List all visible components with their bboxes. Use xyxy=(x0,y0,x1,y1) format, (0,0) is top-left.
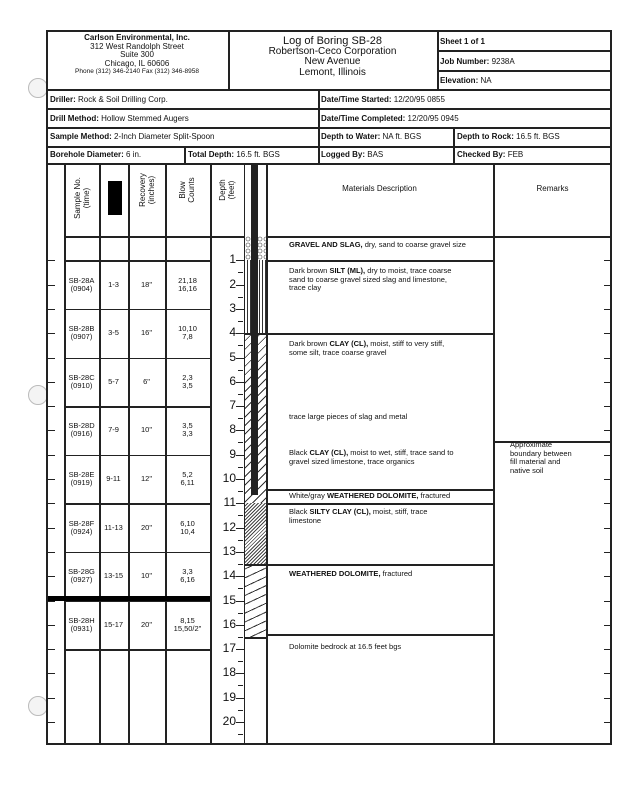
depth-tick xyxy=(47,430,55,431)
depth-tick xyxy=(236,479,244,480)
material-weathered-dolomite-2: WEATHERED DOLOMITE, fractured xyxy=(289,569,413,578)
sample-id: SB-28G (0927) xyxy=(68,567,95,585)
depth-label: 1 xyxy=(229,252,236,267)
driller-label: Driller: xyxy=(50,95,76,104)
depth-tick xyxy=(47,503,55,504)
depth-tick xyxy=(236,333,244,334)
half-foot-tick xyxy=(238,394,243,395)
depth-tick xyxy=(47,552,55,553)
depth-tick xyxy=(47,333,55,334)
checked-by: FEB xyxy=(507,150,524,159)
half-foot-tick xyxy=(238,345,243,346)
log-title: Log of Boring SB-28 xyxy=(282,35,383,47)
half-foot-tick xyxy=(238,564,243,565)
depth-label: 14 xyxy=(222,568,236,583)
depth-tick xyxy=(236,455,244,456)
sample-id: SB-28H (0931) xyxy=(68,615,95,633)
depth-tick xyxy=(236,382,244,383)
material-trace-note: trace large pieces of slag and metal xyxy=(289,412,408,421)
drill-method-label: Drill Method: xyxy=(50,114,99,123)
depth-tick xyxy=(236,285,244,286)
depth-tick xyxy=(236,722,244,723)
depth-tick xyxy=(236,673,244,674)
depth-label: 18 xyxy=(222,665,236,680)
half-foot-tick xyxy=(238,467,243,468)
depth-tick xyxy=(47,382,55,383)
binder-hole xyxy=(28,696,48,716)
sample-blow-counts: 2,3 3,5 xyxy=(182,372,193,390)
depth-tick xyxy=(47,698,55,699)
half-foot-tick xyxy=(238,370,243,371)
material-gravel: GRAVEL AND SLAG, dry, sand to coarse gravel size xyxy=(289,240,466,249)
depth-label: 7 xyxy=(229,398,236,413)
depth-label: 10 xyxy=(222,471,236,485)
depth-tick xyxy=(47,625,55,626)
sample-interval: 9-11 xyxy=(106,474,121,483)
depth-tick xyxy=(236,625,244,626)
depth-tick xyxy=(47,528,55,529)
depth-tick xyxy=(47,722,55,723)
sample-recovery: 6" xyxy=(143,376,150,386)
sample-blow-counts: 10,10 7,8 xyxy=(178,324,197,342)
borehole-diameter: 6 in. xyxy=(126,150,142,159)
rock-label: Depth to Rock: xyxy=(457,132,514,141)
depth-tick xyxy=(236,698,244,699)
sample-row-divider xyxy=(64,455,210,457)
depth-tick xyxy=(604,406,612,407)
depth-tick xyxy=(47,260,55,261)
depth-tick xyxy=(236,649,244,650)
depth-tick xyxy=(236,576,244,577)
company-name: Carlson Environmental, Inc. xyxy=(84,33,190,42)
depth-tick xyxy=(47,576,55,577)
depth-label: 4 xyxy=(229,325,236,340)
sample-interval: 13-15 xyxy=(103,571,124,581)
depth-label: 20 xyxy=(222,714,236,728)
depth-tick xyxy=(47,601,55,602)
company-block xyxy=(48,34,226,77)
half-foot-tick xyxy=(238,418,243,419)
sample-method: 2-Inch Diameter Split-Spoon xyxy=(114,132,215,141)
depth-label: 9 xyxy=(229,446,236,461)
total-depth: 16.5 ft. BGS xyxy=(236,150,280,159)
well-casing xyxy=(251,165,258,495)
job-label: Job Number: xyxy=(440,57,490,66)
depth-label: 15 xyxy=(222,592,236,607)
depth-tick xyxy=(47,406,55,407)
depth-label: 13 xyxy=(222,543,236,558)
depth-tick xyxy=(604,333,612,334)
site-city: Lemont, Illinois xyxy=(299,66,366,78)
depth-tick xyxy=(604,649,612,650)
depth-label: 16 xyxy=(222,616,236,631)
sample-row-divider xyxy=(64,406,210,408)
elevation-label: Elevation: xyxy=(440,76,479,85)
depth-label: 11 xyxy=(223,495,236,510)
depth-tick xyxy=(236,528,244,529)
bedrock-marker-line xyxy=(48,596,210,601)
sample-recovery: 16" xyxy=(140,328,152,338)
depth-tick xyxy=(236,406,244,407)
depth-label: 19 xyxy=(222,689,236,704)
depth-tick xyxy=(47,673,55,674)
column-header-depth: Depth (feet) xyxy=(218,179,236,201)
diameter-label: Borehole Diameter: xyxy=(50,150,124,159)
half-foot-tick xyxy=(238,685,243,686)
depth-tick xyxy=(236,430,244,431)
sample-id: SB-28A (0904) xyxy=(68,275,95,293)
half-foot-tick xyxy=(238,297,243,298)
depth-tick xyxy=(604,382,612,383)
sample-recovery: 18" xyxy=(140,279,152,289)
remark-fill-boundary: Approximate boundary between fill material and native soil xyxy=(510,440,572,475)
sample-recovery: 10" xyxy=(140,571,152,581)
depth-tick xyxy=(47,649,55,650)
material-weathered-dolomite-1: White/gray WEATHERED DOLOMITE, fractured xyxy=(289,491,451,500)
silty-clay-pattern xyxy=(245,503,266,564)
logged-label: Logged By: xyxy=(321,150,365,159)
sample-blow-counts: 3,5 3,3 xyxy=(182,421,193,439)
material-clay: Dark brown CLAY (CL), moist, stiff to very stiff, some silt, trace coarse gravel xyxy=(289,339,445,357)
depth-label: 6 xyxy=(229,373,236,388)
checked-label: Checked By: xyxy=(457,150,506,159)
depth-tick xyxy=(604,455,612,456)
depth-tick xyxy=(604,722,612,723)
client-name: Robertson-Ceco Corporation xyxy=(268,45,397,57)
sample-row-divider xyxy=(64,309,210,311)
sample-recovery: 12" xyxy=(140,474,152,483)
sample-interval: 3-5 xyxy=(108,328,119,338)
binder-hole xyxy=(28,385,48,405)
half-foot-tick xyxy=(238,661,243,662)
half-foot-tick xyxy=(238,613,243,614)
depth-tick xyxy=(604,430,612,431)
logged-by: BAS xyxy=(367,150,384,159)
half-foot-tick xyxy=(238,515,243,516)
depth-tick xyxy=(604,528,612,529)
completed-label: Date/Time Completed: xyxy=(321,114,406,123)
sample-blow-counts: 5,2 6,11 xyxy=(180,470,195,487)
column-header-recovery: Recovery (inches) xyxy=(138,173,156,207)
depth-to-rock: 16.5 ft. BGS xyxy=(516,132,560,141)
sample-id: SB-28B (0907) xyxy=(68,324,95,342)
depth-label: 12 xyxy=(222,519,236,534)
depth-tick xyxy=(604,673,612,674)
sample-recovery: 20" xyxy=(140,619,152,629)
sample-blow-counts: 3,3 6,16 xyxy=(180,567,195,585)
sample-recovery: 10" xyxy=(140,425,152,435)
depth-tick xyxy=(604,552,612,553)
sample-row-divider xyxy=(64,649,210,651)
sample-interval: 7-9 xyxy=(108,425,119,435)
sample-interval: 5-7 xyxy=(108,376,119,386)
title-block xyxy=(230,36,435,78)
total-depth-label: Total Depth: xyxy=(188,150,235,159)
depth-tick xyxy=(236,309,244,310)
depth-label: 3 xyxy=(229,300,236,315)
column-header-materials: Materials Description xyxy=(342,184,417,193)
sample-blow-counts: 8,15 15,50/2" xyxy=(173,615,202,633)
sample-blow-counts: 6,10 10,4 xyxy=(180,518,195,536)
depth-tick xyxy=(604,479,612,480)
sample-interval: 1-3 xyxy=(108,279,119,289)
depth-tick xyxy=(604,309,612,310)
site-street: New Avenue xyxy=(304,56,361,67)
driller: Rock & Soil Drilling Corp. xyxy=(78,95,168,104)
depth-tick xyxy=(604,625,612,626)
depth-label: 2 xyxy=(229,276,236,291)
depth-label: 5 xyxy=(229,349,236,364)
sample-interval: 15-17 xyxy=(103,619,124,629)
dolomite-pattern xyxy=(245,564,266,637)
depth-tick xyxy=(47,285,55,286)
drill-method: Hollow Stemmed Augers xyxy=(101,114,189,123)
sample-id: SB-28C (0910) xyxy=(68,372,95,390)
elevation: NA xyxy=(480,76,492,85)
half-foot-tick xyxy=(238,710,243,711)
depth-label: 17 xyxy=(222,641,236,656)
depth-tick xyxy=(604,576,612,577)
half-foot-tick xyxy=(238,734,243,735)
depth-tick xyxy=(604,698,612,699)
depth-label: 8 xyxy=(229,422,236,437)
depth-tick xyxy=(604,260,612,261)
column-header-sample: Sample No. (time) xyxy=(73,177,91,219)
sample-method-label: Sample Method: xyxy=(50,132,112,141)
half-foot-tick xyxy=(238,588,243,589)
sample-row-divider xyxy=(64,503,210,505)
depth-tick xyxy=(604,601,612,602)
half-foot-tick xyxy=(238,637,243,638)
depth-tick xyxy=(47,309,55,310)
started-label: Date/Time Started: xyxy=(321,95,392,104)
water-label: Depth to Water: xyxy=(321,132,381,141)
depth-tick xyxy=(604,358,612,359)
company-phone: Phone (312) 346-2140 Fax (312) 346-8958 xyxy=(75,68,199,75)
sample-blow-counts: 21,18 16,16 xyxy=(178,275,197,293)
sample-recovery: 20" xyxy=(140,522,152,532)
column-header-remarks: Remarks xyxy=(536,184,569,193)
half-foot-tick xyxy=(238,491,243,492)
sample-id: SB-28E (0919) xyxy=(68,470,95,487)
depth-tick xyxy=(47,455,55,456)
company-street: 312 West Randolph Street xyxy=(90,41,184,51)
binder-hole xyxy=(28,78,48,98)
material-silty-clay: Black SILTY CLAY (CL), moist, stiff, trace limestone xyxy=(289,507,428,525)
depth-tick xyxy=(236,503,244,504)
sample-interval: 11-13 xyxy=(104,522,123,532)
depth-tick xyxy=(47,358,55,359)
sample-id: SB-28F (0924) xyxy=(68,518,95,536)
half-foot-tick xyxy=(238,272,243,273)
sample-row-divider xyxy=(64,552,210,554)
company-city: Chicago, IL 60606 xyxy=(104,58,170,68)
column-header-blow-counts: Blow Counts xyxy=(178,177,196,203)
material-bedrock: Dolomite bedrock at 16.5 feet bgs xyxy=(289,642,402,651)
sample-row-divider xyxy=(64,260,210,262)
depth-to-water: NA ft. BGS xyxy=(382,132,422,141)
depth-tick xyxy=(604,503,612,504)
depth-tick xyxy=(236,358,244,359)
redacted-column-header xyxy=(108,181,122,215)
depth-tick xyxy=(604,285,612,286)
depth-tick xyxy=(236,260,244,261)
half-foot-tick xyxy=(238,321,243,322)
sheet-number: Sheet 1 of 1 xyxy=(440,37,485,46)
date-completed: 12/20/95 0945 xyxy=(407,114,459,123)
date-started: 12/20/95 0855 xyxy=(393,95,445,104)
material-black-clay: Black CLAY (CL), moist to wet, stiff, trace sand to gravel sized limestone, trace organics xyxy=(289,448,454,466)
sample-row-divider xyxy=(64,358,210,360)
sample-id: SB-28D (0916) xyxy=(68,421,95,439)
material-silt: Dark brown SILT (ML), dry to moist, trace coarse sand to coarse gravel sized slag and limestone, trace clay xyxy=(289,266,452,292)
company-suite: Suite 300 xyxy=(120,50,154,59)
depth-tick xyxy=(236,601,244,602)
half-foot-tick xyxy=(238,540,243,541)
depth-tick xyxy=(47,479,55,480)
half-foot-tick xyxy=(238,442,243,443)
depth-tick xyxy=(236,552,244,553)
job-number: 9238A xyxy=(491,57,515,66)
